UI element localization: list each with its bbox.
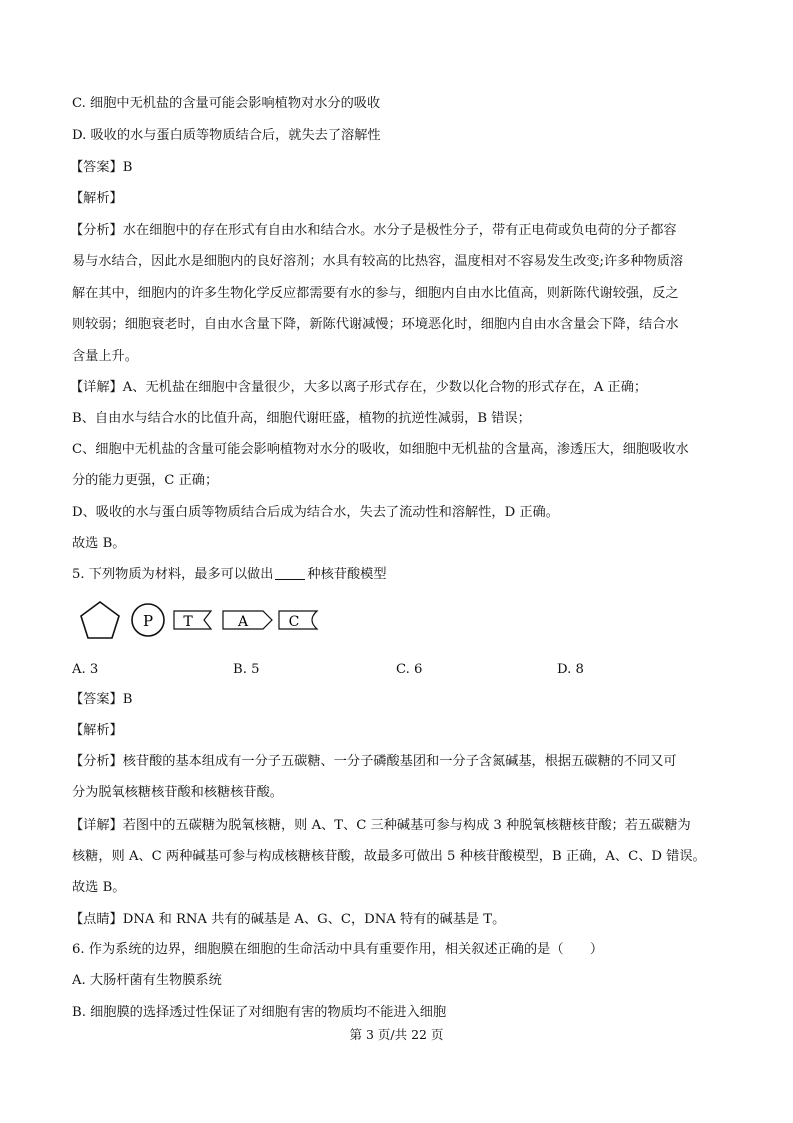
q5-stem-after: 种核苷酸模型 [307, 567, 387, 582]
q4-option-d: D. 吸收的水与蛋白质等物质结合后，就失去了溶解性 [72, 128, 381, 143]
q4-option-c: C. 细胞中无机盐的含量可能会影响植物对水分的吸收 [72, 96, 381, 111]
phosphate-label: P [142, 612, 154, 630]
q4-analysis-line: 含量上升。 [72, 349, 138, 364]
answer-blank [275, 567, 305, 580]
q6-option-b: B. 细胞膜的选择透过性保证了对细胞有害的物质均不能进入细胞 [72, 1005, 447, 1020]
q6-stem: 6. 作为系统的边界，细胞膜在细胞的生命活动中具有重要作用，相关叙述正确的是（ ） [72, 942, 604, 957]
nucleotide-parts-figure [75, 598, 335, 642]
q4-answer: 【答案】B [70, 160, 133, 175]
q5-option-a: A. 3 [72, 662, 99, 677]
q4-analysis-line: 易与水结合，因此水是细胞内的良好溶剂；水具有较高的比热容，温度相对不容易发生改变;许多种物质溶 [72, 254, 684, 269]
base-t-label: T [183, 614, 193, 630]
q5-detail-line: 故选 B。 [72, 880, 126, 895]
q5-detail-line: 【详解】若图中的五碳糖为脱氧核糖，则 A、T、C 三种碱基可参与构成 3 种脱氧核糖核苷酸；若五碳糖为 [70, 818, 691, 833]
q5-answer: 【答案】B [70, 692, 133, 707]
q6-option-a: A. 大肠杆菌有生物膜系统 [72, 973, 222, 988]
q4-detail-line: C、细胞中无机盐的含量可能会影响植物对水分的吸收，如细胞中无机盐的含量高，渗透压大，细胞吸收水 [72, 442, 689, 457]
q5-option-c: C. 6 [396, 662, 423, 677]
q4-detail-line: 【详解】A、无机盐在细胞中含量很少，大多以离子形式存在，少数以化合物的形式存在，A 正确； [70, 380, 648, 395]
q5-stem [72, 566, 387, 584]
q5-analysis-heading: 【解析】 [70, 723, 123, 738]
q4-detail-line: D、吸收的水与蛋白质等物质结合后成为结合水，失去了流动性和溶解性，D 正确。 [72, 505, 559, 520]
q5-analysis-line: 分为脱氧核糖核苷酸和核糖核苷酸。 [72, 785, 283, 800]
q5-option-d: D. 8 [557, 662, 584, 677]
base-a-label: A [237, 614, 249, 630]
q5-option-b: B. 5 [233, 662, 260, 677]
q5-detail-line: 核糖，则 A、C 两种碱基可参与构成核糖核苷酸，故最多可做出 5 种核苷酸模型，B 正确，A、C、D 错误。 [72, 849, 706, 864]
q4-detail-line: B、自由水与结合水的比值升高，细胞代谢旺盛，植物的抗逆性减弱，B 错误； [72, 411, 531, 426]
base-c-label: C [288, 614, 300, 630]
q4-detail-line: 故选 B。 [72, 536, 126, 551]
q5-analysis-line: 【分析】核苷酸的基本组成有一分子五碳糖、一分子磷酸基团和一分子含氮碱基，根据五碳糖的不同又可 [70, 754, 677, 769]
pentagon-sugar-shape [81, 602, 119, 638]
q4-analysis-line: 【分析】水在细胞中的存在形式有自由水和结合水。水分子是极性分子，带有正电荷或负电荷的分子都容 [70, 223, 677, 238]
q5-stem-before: 5. 下列物质为材料，最多可以做出 [72, 567, 274, 582]
q4-analysis-heading: 【解析】 [70, 191, 123, 206]
q4-analysis-line: 解在其中，细胞内的许多生物化学反应都需要有水的参与，细胞内自由水比值高，则新陈代谢较强，反之 [72, 286, 679, 301]
q5-comment: 【点睛】DNA 和 RNA 共有的碱基是 A、G、C，DNA 特有的碱基是 T。 [70, 912, 506, 927]
q4-analysis-line: 则较弱；细胞衰老时，自由水含量下降，新陈代谢减慢；环境恶化时，细胞内自由水含量会下降，结合水 [72, 317, 679, 332]
q4-detail-line: 分的能力更强，C 正确； [72, 473, 219, 488]
page-footer: 第 3 页/共 22 页 [349, 1027, 444, 1042]
